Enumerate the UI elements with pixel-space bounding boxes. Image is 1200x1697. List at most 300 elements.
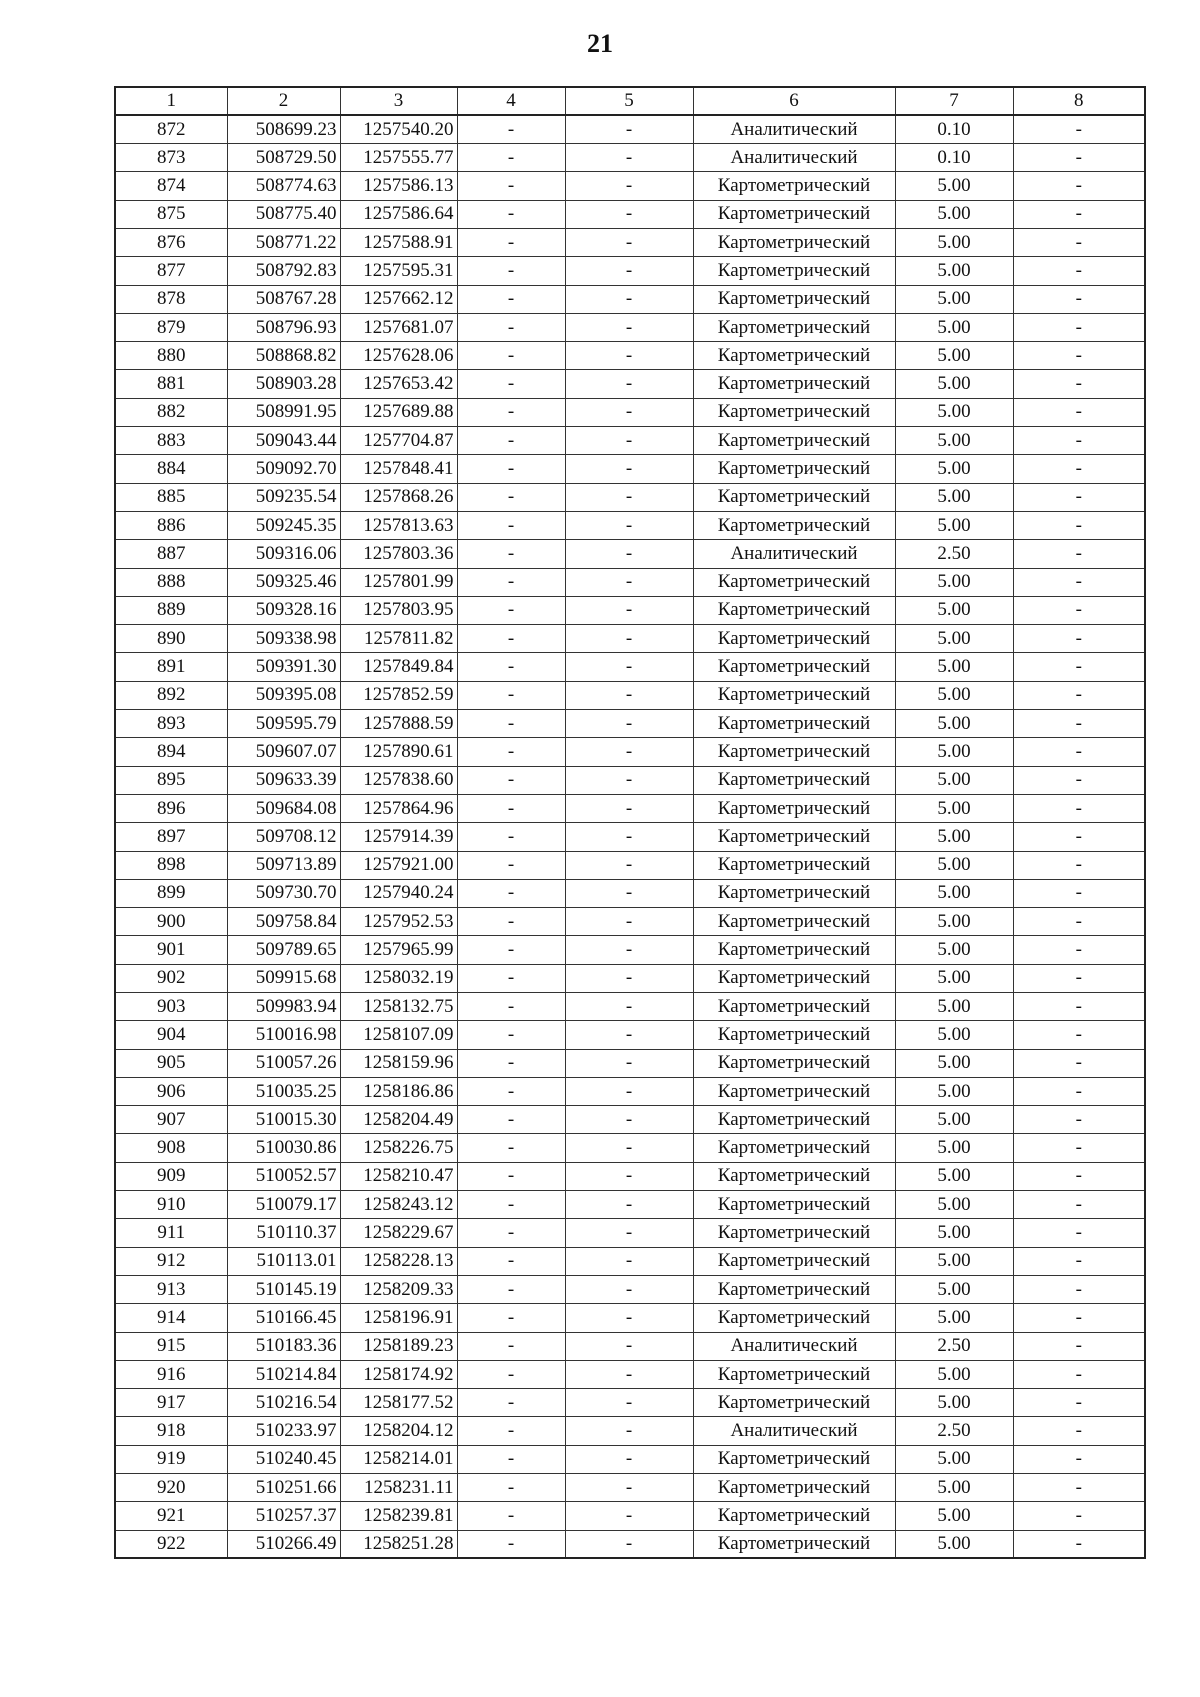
table-row (115, 964, 1145, 992)
y-coordinate-cell: 1257890.61 (340, 738, 457, 766)
x-coordinate-cell: 509328.16 (227, 596, 340, 624)
col-8-cell: - (1013, 115, 1145, 143)
column-header: 3 (340, 87, 457, 115)
accuracy-cell: 5.00 (895, 1162, 1013, 1190)
table-row (115, 1417, 1145, 1445)
column-header: 7 (895, 87, 1013, 115)
point-number-cell: 907 (115, 1106, 227, 1134)
col-4-cell: - (457, 625, 565, 653)
column-header: 1 (115, 87, 227, 115)
method-cell: Картометрический (693, 1021, 895, 1049)
point-number-cell: 876 (115, 228, 227, 256)
table-row (115, 1049, 1145, 1077)
table-row (115, 738, 1145, 766)
method-cell: Картометрический (693, 1219, 895, 1247)
point-number-cell: 884 (115, 455, 227, 483)
table-row (115, 1360, 1145, 1388)
table-row (115, 794, 1145, 822)
table-row (115, 1474, 1145, 1502)
point-number-cell: 912 (115, 1247, 227, 1275)
x-coordinate-cell: 508991.95 (227, 398, 340, 426)
x-coordinate-cell: 509245.35 (227, 511, 340, 539)
col-4-cell: - (457, 794, 565, 822)
col-8-cell: - (1013, 511, 1145, 539)
table-row (115, 1530, 1145, 1558)
col-4-cell: - (457, 710, 565, 738)
col-4-cell: - (457, 1275, 565, 1303)
point-number-cell: 898 (115, 851, 227, 879)
col-5-cell: - (565, 1106, 693, 1134)
col-8-cell: - (1013, 766, 1145, 794)
y-coordinate-cell: 1257914.39 (340, 823, 457, 851)
col-4-cell: - (457, 879, 565, 907)
table-row (115, 228, 1145, 256)
method-cell: Картометрический (693, 1530, 895, 1558)
method-cell: Аналитический (693, 540, 895, 568)
col-4-cell: - (457, 993, 565, 1021)
col-5-cell: - (565, 681, 693, 709)
col-8-cell: - (1013, 313, 1145, 341)
accuracy-cell: 5.00 (895, 1219, 1013, 1247)
method-cell: Картометрический (693, 342, 895, 370)
y-coordinate-cell: 1257595.31 (340, 257, 457, 285)
x-coordinate-cell: 510015.30 (227, 1106, 340, 1134)
col-8-cell: - (1013, 1191, 1145, 1219)
y-coordinate-cell: 1257888.59 (340, 710, 457, 738)
col-4-cell: - (457, 540, 565, 568)
point-number-cell: 875 (115, 200, 227, 228)
table-row (115, 823, 1145, 851)
col-8-cell: - (1013, 1106, 1145, 1134)
table-row (115, 936, 1145, 964)
method-cell: Картометрический (693, 625, 895, 653)
x-coordinate-cell: 509316.06 (227, 540, 340, 568)
table-row (115, 851, 1145, 879)
method-cell: Картометрический (693, 851, 895, 879)
col-8-cell: - (1013, 568, 1145, 596)
col-5-cell: - (565, 1191, 693, 1219)
table-row (115, 1332, 1145, 1360)
method-cell: Картометрический (693, 1077, 895, 1105)
accuracy-cell: 5.00 (895, 936, 1013, 964)
x-coordinate-cell: 510113.01 (227, 1247, 340, 1275)
y-coordinate-cell: 1258251.28 (340, 1530, 457, 1558)
method-cell: Картометрический (693, 1134, 895, 1162)
point-number-cell: 899 (115, 879, 227, 907)
x-coordinate-cell: 509235.54 (227, 483, 340, 511)
col-4-cell: - (457, 285, 565, 313)
method-cell: Картометрический (693, 1049, 895, 1077)
col-4-cell: - (457, 313, 565, 341)
accuracy-cell: 5.00 (895, 1445, 1013, 1473)
point-number-cell: 883 (115, 427, 227, 455)
point-number-cell: 901 (115, 936, 227, 964)
col-8-cell: - (1013, 936, 1145, 964)
y-coordinate-cell: 1258226.75 (340, 1134, 457, 1162)
y-coordinate-cell: 1257586.13 (340, 172, 457, 200)
method-cell: Картометрический (693, 1191, 895, 1219)
point-number-cell: 908 (115, 1134, 227, 1162)
col-5-cell: - (565, 1360, 693, 1388)
method-cell: Картометрический (693, 738, 895, 766)
method-cell: Картометрический (693, 228, 895, 256)
method-cell: Картометрический (693, 1275, 895, 1303)
col-8-cell: - (1013, 1077, 1145, 1105)
point-number-cell: 902 (115, 964, 227, 992)
y-coordinate-cell: 1258189.23 (340, 1332, 457, 1360)
page-number: 21 (587, 29, 613, 58)
col-4-cell: - (457, 1530, 565, 1558)
point-number-cell: 893 (115, 710, 227, 738)
col-5-cell: - (565, 1247, 693, 1275)
accuracy-cell: 0.10 (895, 115, 1013, 143)
method-cell: Картометрический (693, 766, 895, 794)
accuracy-cell: 5.00 (895, 285, 1013, 313)
table-row (115, 1247, 1145, 1275)
y-coordinate-cell: 1258210.47 (340, 1162, 457, 1190)
col-5-cell: - (565, 625, 693, 653)
point-number-cell: 894 (115, 738, 227, 766)
point-number-cell: 888 (115, 568, 227, 596)
method-cell: Картометрический (693, 1162, 895, 1190)
col-5-cell: - (565, 313, 693, 341)
table-row (115, 596, 1145, 624)
x-coordinate-cell: 508767.28 (227, 285, 340, 313)
col-4-cell: - (457, 1417, 565, 1445)
col-8-cell: - (1013, 398, 1145, 426)
point-number-cell: 896 (115, 794, 227, 822)
accuracy-cell: 5.00 (895, 398, 1013, 426)
y-coordinate-cell: 1257588.91 (340, 228, 457, 256)
col-5-cell: - (565, 370, 693, 398)
y-coordinate-cell: 1257921.00 (340, 851, 457, 879)
col-5-cell: - (565, 710, 693, 738)
coordinates-table (114, 86, 1146, 1559)
accuracy-cell: 5.00 (895, 455, 1013, 483)
y-coordinate-cell: 1257849.84 (340, 653, 457, 681)
point-number-cell: 910 (115, 1191, 227, 1219)
y-coordinate-cell: 1257681.07 (340, 313, 457, 341)
x-coordinate-cell: 510166.45 (227, 1304, 340, 1332)
col-4-cell: - (457, 427, 565, 455)
x-coordinate-cell: 508774.63 (227, 172, 340, 200)
col-5-cell: - (565, 257, 693, 285)
col-8-cell: - (1013, 1247, 1145, 1275)
method-cell: Картометрический (693, 285, 895, 313)
accuracy-cell: 2.50 (895, 540, 1013, 568)
point-number-cell: 913 (115, 1275, 227, 1303)
x-coordinate-cell: 509092.70 (227, 455, 340, 483)
table-body (115, 115, 1145, 1558)
accuracy-cell: 2.50 (895, 1332, 1013, 1360)
table-row (115, 993, 1145, 1021)
y-coordinate-cell: 1258231.11 (340, 1474, 457, 1502)
table-row (115, 1304, 1145, 1332)
accuracy-cell: 5.00 (895, 1134, 1013, 1162)
col-5-cell: - (565, 144, 693, 172)
y-coordinate-cell: 1258159.96 (340, 1049, 457, 1077)
method-cell: Картометрический (693, 483, 895, 511)
col-4-cell: - (457, 257, 565, 285)
accuracy-cell: 5.00 (895, 851, 1013, 879)
col-8-cell: - (1013, 540, 1145, 568)
point-number-cell: 891 (115, 653, 227, 681)
col-5-cell: - (565, 540, 693, 568)
col-5-cell: - (565, 653, 693, 681)
x-coordinate-cell: 510057.26 (227, 1049, 340, 1077)
y-coordinate-cell: 1258204.12 (340, 1417, 457, 1445)
col-5-cell: - (565, 1021, 693, 1049)
point-number-cell: 889 (115, 596, 227, 624)
point-number-cell: 905 (115, 1049, 227, 1077)
accuracy-cell: 0.10 (895, 144, 1013, 172)
x-coordinate-cell: 508699.23 (227, 115, 340, 143)
x-coordinate-cell: 508792.83 (227, 257, 340, 285)
method-cell: Картометрический (693, 200, 895, 228)
col-8-cell: - (1013, 596, 1145, 624)
col-5-cell: - (565, 455, 693, 483)
table-row (115, 370, 1145, 398)
y-coordinate-cell: 1257965.99 (340, 936, 457, 964)
col-8-cell: - (1013, 964, 1145, 992)
x-coordinate-cell: 510240.45 (227, 1445, 340, 1473)
point-number-cell: 877 (115, 257, 227, 285)
y-coordinate-cell: 1258243.12 (340, 1191, 457, 1219)
accuracy-cell: 5.00 (895, 1530, 1013, 1558)
y-coordinate-cell: 1257555.77 (340, 144, 457, 172)
col-5-cell: - (565, 1417, 693, 1445)
table-row (115, 483, 1145, 511)
method-cell: Картометрический (693, 794, 895, 822)
col-8-cell: - (1013, 1304, 1145, 1332)
accuracy-cell: 5.00 (895, 342, 1013, 370)
col-5-cell: - (565, 427, 693, 455)
col-5-cell: - (565, 1502, 693, 1530)
x-coordinate-cell: 509684.08 (227, 794, 340, 822)
x-coordinate-cell: 509338.98 (227, 625, 340, 653)
accuracy-cell: 5.00 (895, 1275, 1013, 1303)
accuracy-cell: 5.00 (895, 908, 1013, 936)
col-8-cell: - (1013, 794, 1145, 822)
table-row (115, 200, 1145, 228)
col-4-cell: - (457, 144, 565, 172)
table-row (115, 1162, 1145, 1190)
point-number-cell: 892 (115, 681, 227, 709)
col-4-cell: - (457, 596, 565, 624)
col-8-cell: - (1013, 1162, 1145, 1190)
col-4-cell: - (457, 1049, 565, 1077)
x-coordinate-cell: 508868.82 (227, 342, 340, 370)
col-4-cell: - (457, 964, 565, 992)
x-coordinate-cell: 508903.28 (227, 370, 340, 398)
point-number-cell: 922 (115, 1530, 227, 1558)
col-5-cell: - (565, 1219, 693, 1247)
point-number-cell: 881 (115, 370, 227, 398)
method-cell: Картометрический (693, 964, 895, 992)
col-5-cell: - (565, 936, 693, 964)
x-coordinate-cell: 509607.07 (227, 738, 340, 766)
point-number-cell: 874 (115, 172, 227, 200)
col-5-cell: - (565, 1049, 693, 1077)
y-coordinate-cell: 1257689.88 (340, 398, 457, 426)
table-row (115, 879, 1145, 907)
accuracy-cell: 5.00 (895, 228, 1013, 256)
y-coordinate-cell: 1258229.67 (340, 1219, 457, 1247)
table-row (115, 1445, 1145, 1473)
col-4-cell: - (457, 653, 565, 681)
y-coordinate-cell: 1257653.42 (340, 370, 457, 398)
accuracy-cell: 5.00 (895, 964, 1013, 992)
accuracy-cell: 5.00 (895, 257, 1013, 285)
accuracy-cell: 5.00 (895, 427, 1013, 455)
col-4-cell: - (457, 823, 565, 851)
accuracy-cell: 5.00 (895, 879, 1013, 907)
col-8-cell: - (1013, 1445, 1145, 1473)
col-8-cell: - (1013, 1417, 1145, 1445)
method-cell: Картометрический (693, 257, 895, 285)
method-cell: Картометрический (693, 1389, 895, 1417)
col-4-cell: - (457, 115, 565, 143)
accuracy-cell: 5.00 (895, 596, 1013, 624)
col-5-cell: - (565, 568, 693, 596)
method-cell: Аналитический (693, 1332, 895, 1360)
method-cell: Картометрический (693, 568, 895, 596)
x-coordinate-cell: 509983.94 (227, 993, 340, 1021)
table-row (115, 455, 1145, 483)
column-header: 6 (693, 87, 895, 115)
col-5-cell: - (565, 1530, 693, 1558)
y-coordinate-cell: 1257813.63 (340, 511, 457, 539)
point-number-cell: 890 (115, 625, 227, 653)
col-8-cell: - (1013, 625, 1145, 653)
method-cell: Картометрический (693, 879, 895, 907)
table-row (115, 427, 1145, 455)
x-coordinate-cell: 508771.22 (227, 228, 340, 256)
col-8-cell: - (1013, 851, 1145, 879)
col-8-cell: - (1013, 1474, 1145, 1502)
x-coordinate-cell: 510016.98 (227, 1021, 340, 1049)
method-cell: Картометрический (693, 1502, 895, 1530)
col-8-cell: - (1013, 1389, 1145, 1417)
col-8-cell: - (1013, 1134, 1145, 1162)
y-coordinate-cell: 1258196.91 (340, 1304, 457, 1332)
col-8-cell: - (1013, 1049, 1145, 1077)
table-row (115, 540, 1145, 568)
col-8-cell: - (1013, 257, 1145, 285)
table-row (115, 625, 1145, 653)
col-8-cell: - (1013, 1360, 1145, 1388)
x-coordinate-cell: 509325.46 (227, 568, 340, 596)
method-cell: Картометрический (693, 681, 895, 709)
x-coordinate-cell: 509391.30 (227, 653, 340, 681)
col-8-cell: - (1013, 879, 1145, 907)
point-number-cell: 879 (115, 313, 227, 341)
accuracy-cell: 5.00 (895, 1191, 1013, 1219)
col-8-cell: - (1013, 653, 1145, 681)
accuracy-cell: 5.00 (895, 625, 1013, 653)
col-5-cell: - (565, 794, 693, 822)
col-5-cell: - (565, 851, 693, 879)
x-coordinate-cell: 509708.12 (227, 823, 340, 851)
col-5-cell: - (565, 1162, 693, 1190)
col-4-cell: - (457, 908, 565, 936)
col-4-cell: - (457, 1134, 565, 1162)
col-5-cell: - (565, 342, 693, 370)
x-coordinate-cell: 509758.84 (227, 908, 340, 936)
col-5-cell: - (565, 1474, 693, 1502)
accuracy-cell: 2.50 (895, 1417, 1013, 1445)
method-cell: Картометрический (693, 1304, 895, 1332)
method-cell: Картометрический (693, 455, 895, 483)
point-number-cell: 911 (115, 1219, 227, 1247)
x-coordinate-cell: 510233.97 (227, 1417, 340, 1445)
y-coordinate-cell: 1257803.36 (340, 540, 457, 568)
col-4-cell: - (457, 568, 565, 596)
y-coordinate-cell: 1257801.99 (340, 568, 457, 596)
y-coordinate-cell: 1258032.19 (340, 964, 457, 992)
col-5-cell: - (565, 228, 693, 256)
table-row (115, 1077, 1145, 1105)
y-coordinate-cell: 1257628.06 (340, 342, 457, 370)
method-cell: Аналитический (693, 144, 895, 172)
col-5-cell: - (565, 115, 693, 143)
col-8-cell: - (1013, 200, 1145, 228)
column-header: 2 (227, 87, 340, 115)
table-row (115, 1106, 1145, 1134)
point-number-cell: 882 (115, 398, 227, 426)
col-4-cell: - (457, 398, 565, 426)
method-cell: Аналитический (693, 1417, 895, 1445)
method-cell: Картометрический (693, 511, 895, 539)
table-row (115, 766, 1145, 794)
x-coordinate-cell: 510266.49 (227, 1530, 340, 1558)
point-number-cell: 904 (115, 1021, 227, 1049)
accuracy-cell: 5.00 (895, 738, 1013, 766)
point-number-cell: 885 (115, 483, 227, 511)
accuracy-cell: 5.00 (895, 370, 1013, 398)
point-number-cell: 919 (115, 1445, 227, 1473)
y-coordinate-cell: 1257586.64 (340, 200, 457, 228)
col-8-cell: - (1013, 1332, 1145, 1360)
col-4-cell: - (457, 172, 565, 200)
table-row (115, 1021, 1145, 1049)
point-number-cell: 917 (115, 1389, 227, 1417)
col-8-cell: - (1013, 710, 1145, 738)
accuracy-cell: 5.00 (895, 511, 1013, 539)
table-row (115, 710, 1145, 738)
col-4-cell: - (457, 1077, 565, 1105)
y-coordinate-cell: 1257952.53 (340, 908, 457, 936)
col-5-cell: - (565, 1389, 693, 1417)
col-8-cell: - (1013, 993, 1145, 1021)
x-coordinate-cell: 510183.36 (227, 1332, 340, 1360)
col-5-cell: - (565, 398, 693, 426)
point-number-cell: 916 (115, 1360, 227, 1388)
point-number-cell: 915 (115, 1332, 227, 1360)
x-coordinate-cell: 508775.40 (227, 200, 340, 228)
method-cell: Картометрический (693, 370, 895, 398)
method-cell: Картометрический (693, 172, 895, 200)
col-8-cell: - (1013, 172, 1145, 200)
col-4-cell: - (457, 738, 565, 766)
x-coordinate-cell: 509395.08 (227, 681, 340, 709)
col-5-cell: - (565, 1275, 693, 1303)
y-coordinate-cell: 1258107.09 (340, 1021, 457, 1049)
point-number-cell: 906 (115, 1077, 227, 1105)
x-coordinate-cell: 509730.70 (227, 879, 340, 907)
col-8-cell: - (1013, 144, 1145, 172)
x-coordinate-cell: 510110.37 (227, 1219, 340, 1247)
